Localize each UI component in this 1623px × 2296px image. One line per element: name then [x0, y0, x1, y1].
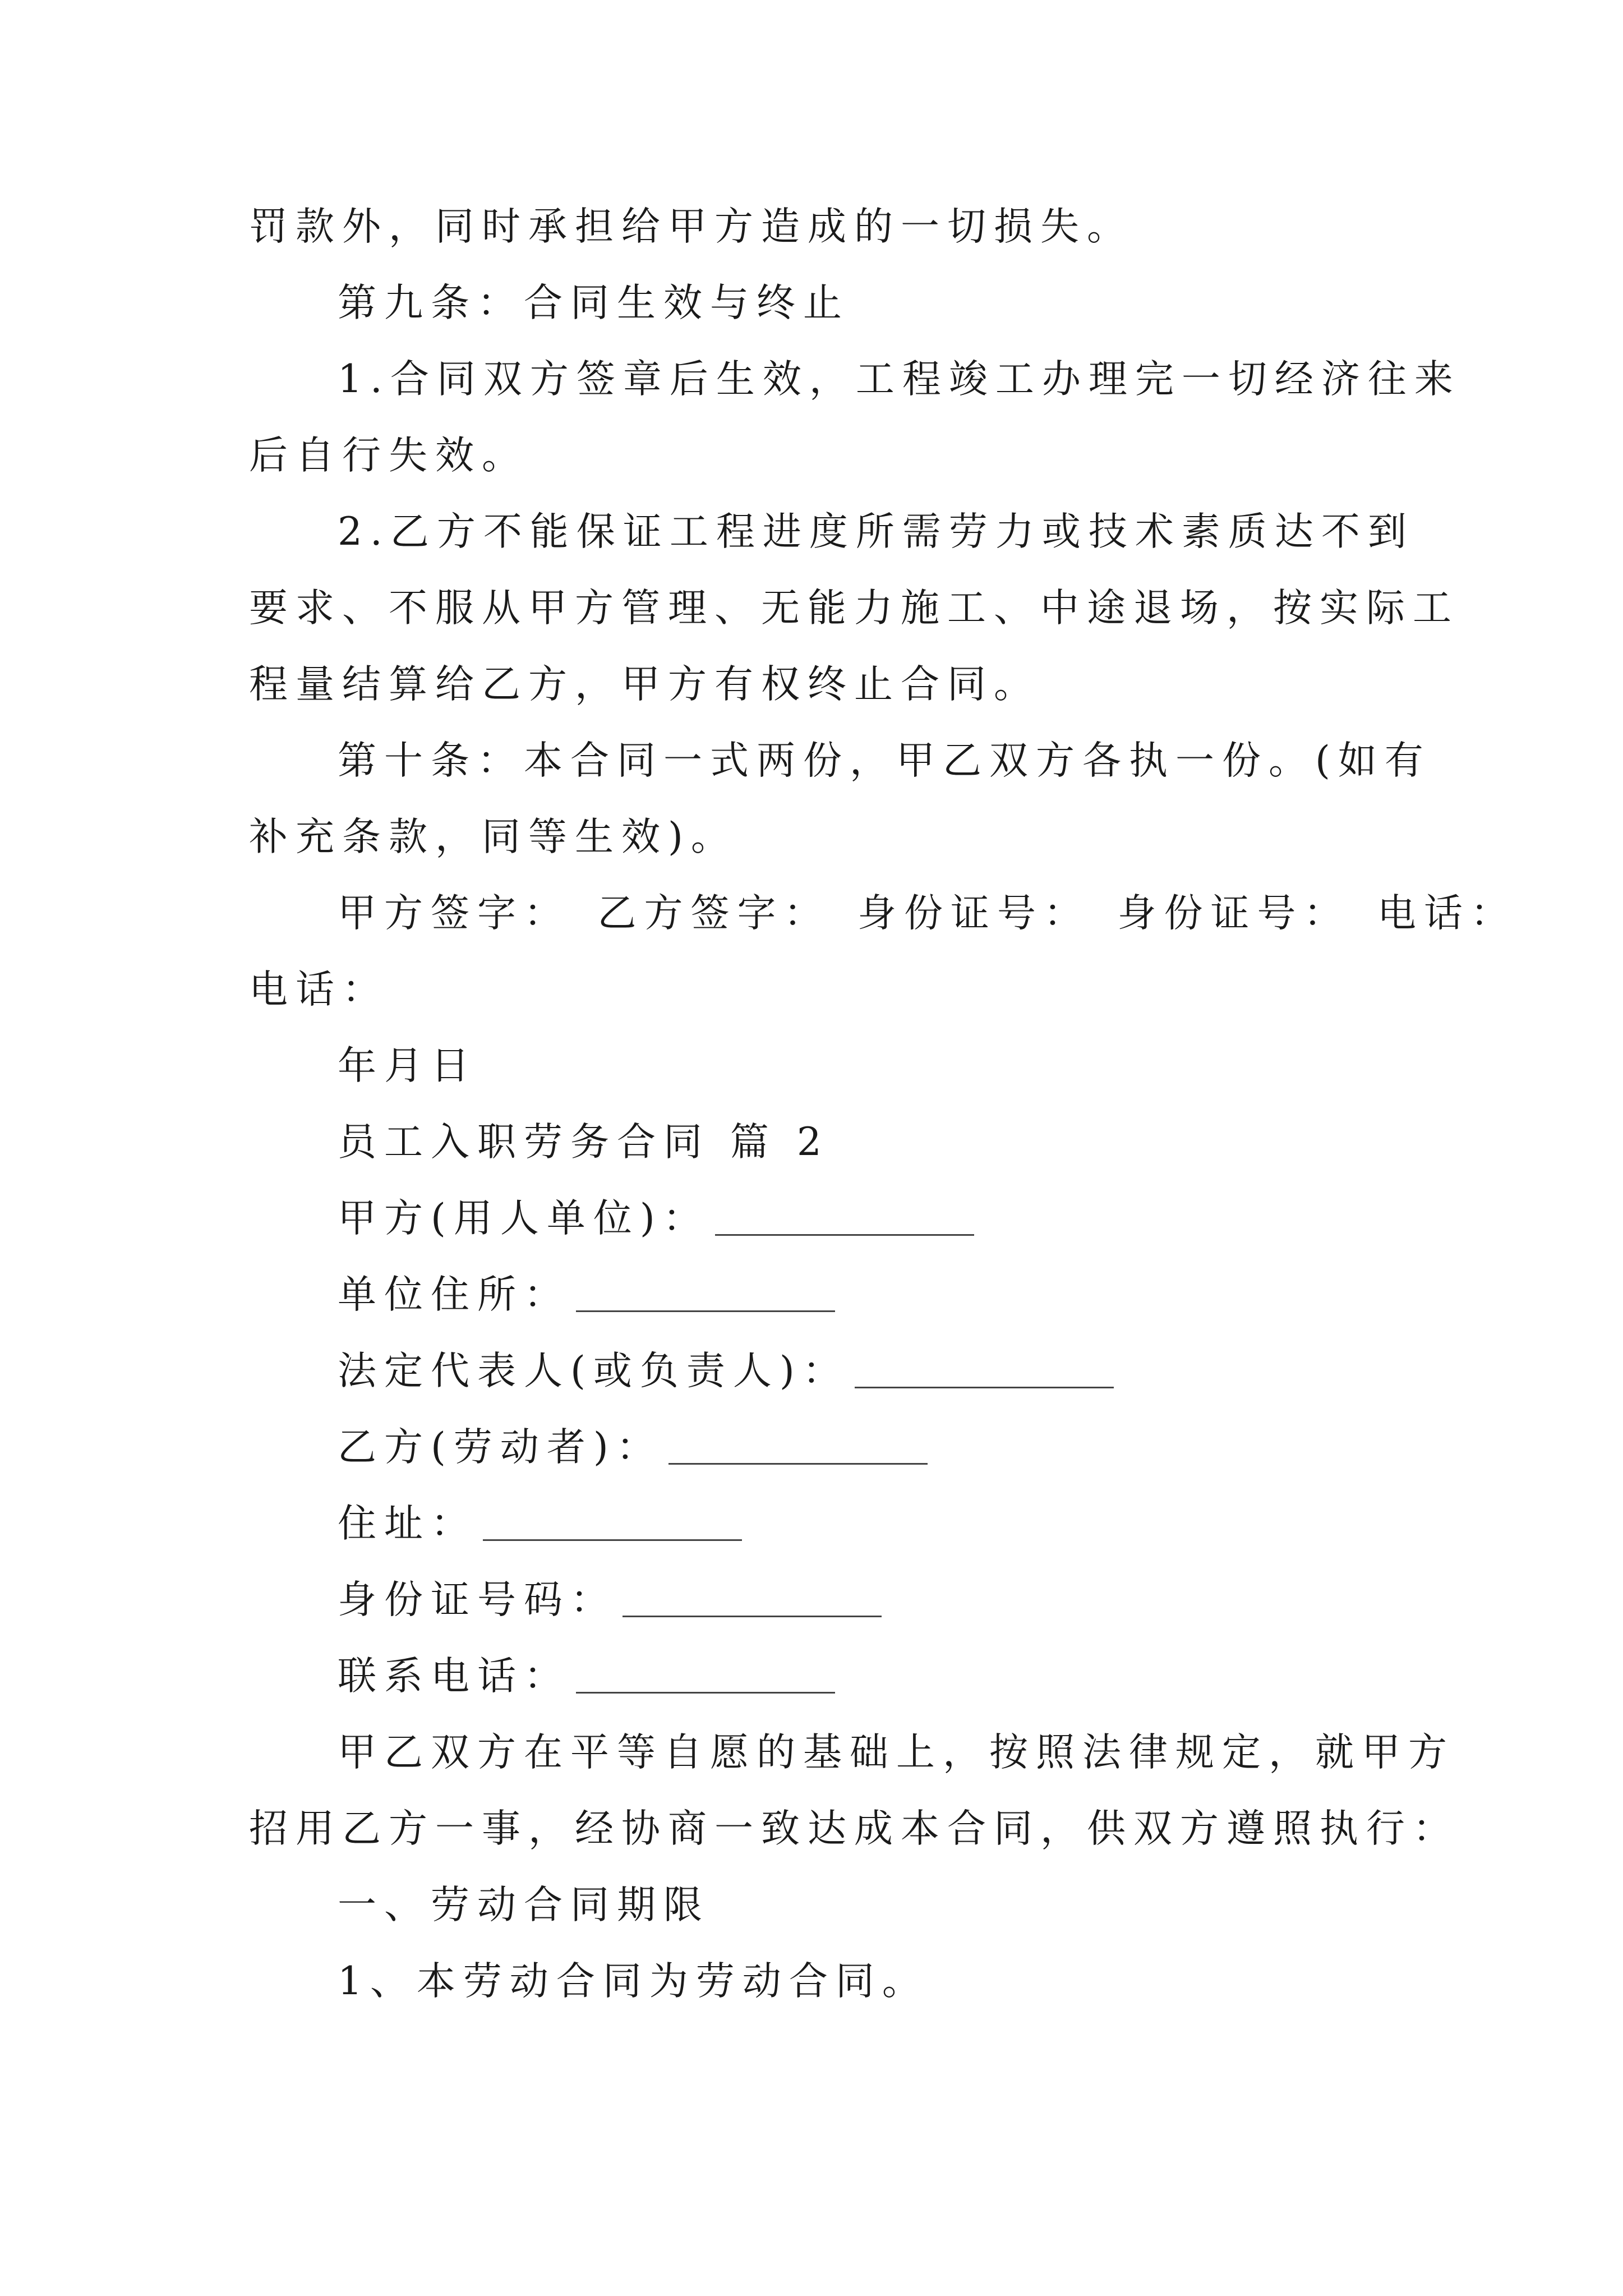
text-line: 甲乙双方在平等自愿的基础上，按照法律规定，就甲方	[338, 1730, 1455, 1775]
form-field-legal-representative	[338, 1349, 1114, 1393]
blank-underline	[668, 1462, 928, 1465]
form-field-employer-address	[338, 1272, 835, 1317]
text-line: 招用乙方一事，经协商一致达成本合同，供双方遵照执行：	[249, 1806, 1459, 1851]
blank-underline	[483, 1539, 742, 1541]
text-line: 要求、不服从甲方管理、无能力施工、中途退场，按实际工	[249, 586, 1459, 631]
text-line: 补充条款，同等生效)。	[249, 815, 737, 859]
text-line: 电话：	[249, 967, 389, 1012]
text-line: 2.乙方不能保证工程进度所需劳力或技术素质达不到	[338, 509, 1414, 554]
form-field-id-number	[338, 1577, 882, 1622]
blank-underline	[715, 1234, 974, 1236]
form-field-employer	[338, 1196, 974, 1241]
field-label: 乙方(劳动者)：	[338, 1425, 663, 1470]
field-label: 法定代表人(或负责人)：	[338, 1349, 849, 1393]
article-heading: 第十条：本合同一式两份，甲乙双方各执一份。(如有	[338, 738, 1431, 783]
field-label: 单位住所：	[338, 1272, 570, 1317]
text-line: 1.合同双方签章后生效，工程竣工办理完一切经济往来	[338, 357, 1461, 402]
text-line: 后自行失效。	[249, 433, 528, 478]
form-field-phone	[338, 1654, 835, 1699]
form-field-employee	[338, 1425, 928, 1470]
text-line: 1、本劳动合同为劳动合同。	[338, 1959, 929, 2004]
text-line: 罚款外，同时承担给甲方造成的一切损失。	[249, 204, 1133, 249]
clause-heading: 一、劳动合同期限	[338, 1883, 710, 1927]
field-label: 甲方(用人单位)：	[338, 1196, 709, 1241]
article-heading: 第九条：合同生效与终止	[338, 280, 850, 325]
section-title: 员工入职劳务合同 篇 2	[338, 1120, 829, 1165]
field-label: 住址：	[338, 1501, 477, 1546]
date-line: 年月日	[338, 1043, 477, 1088]
blank-underline	[576, 1310, 835, 1312]
signature-line: 甲方签字： 乙方签字： 身份证号： 身份证号： 电话：	[338, 891, 1517, 936]
blank-underline	[576, 1691, 835, 1694]
field-label: 身份证号码：	[338, 1577, 617, 1622]
blank-underline	[623, 1615, 882, 1617]
field-label: 联系电话：	[338, 1654, 570, 1699]
text-line: 程量结算给乙方，甲方有权终止合同。	[249, 662, 1040, 707]
blank-underline	[855, 1386, 1114, 1388]
form-field-address	[338, 1501, 742, 1546]
